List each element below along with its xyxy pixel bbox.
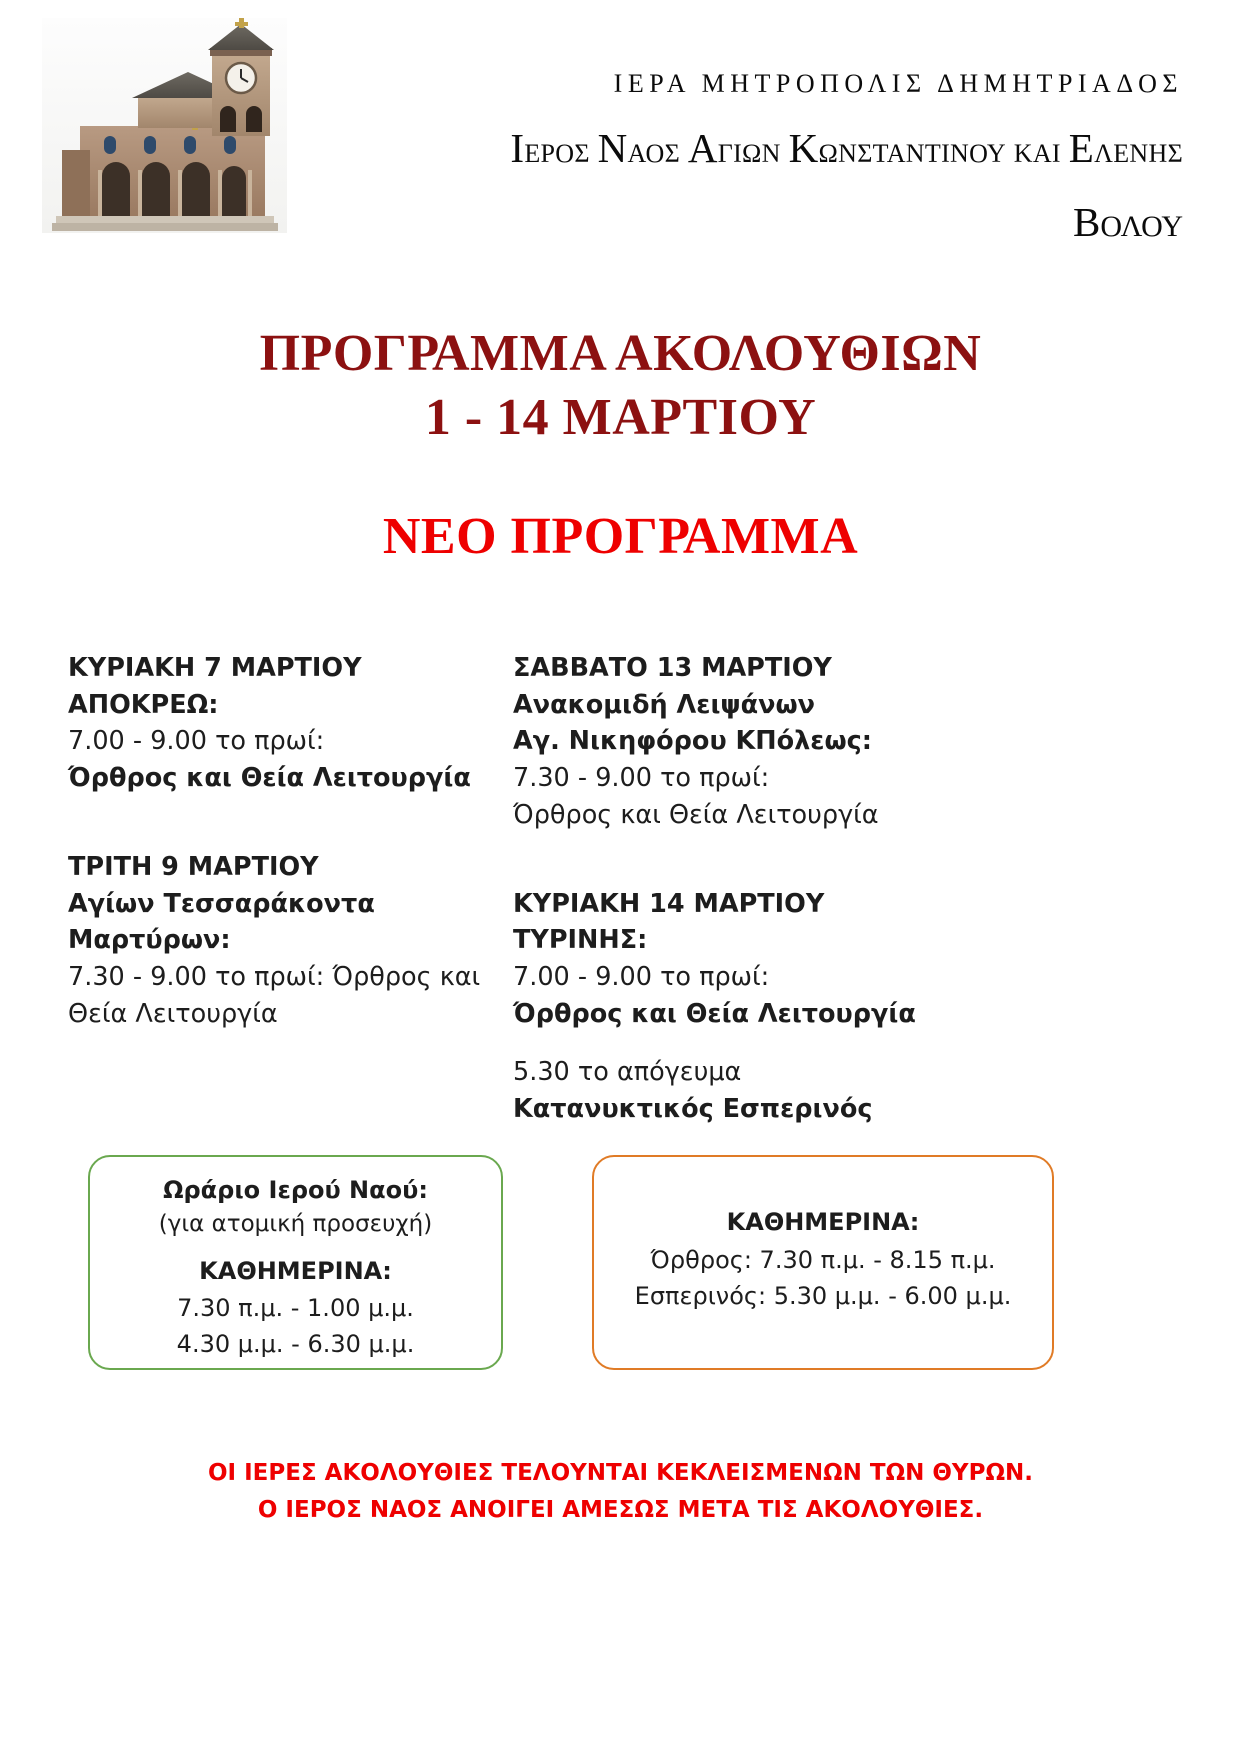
eparchy-line: ΙΕΡΑ ΜΗΤΡΟΠΟΛΙΣ ΔΗΜΗΤΡΙΑΔΟΣ	[613, 69, 1183, 98]
city-rest: ΟΛΟΥ	[1100, 209, 1183, 243]
parish-word2-rest: ΑΟΣ	[627, 138, 681, 168]
event-time-and-service: 7.30 - 9.00 το πρωί: Όρθρος και Θεία Λειτουργία	[68, 962, 481, 1029]
event-feast-line-2: Αγ. Νικηφόρου ΚΠόλεως:	[513, 726, 872, 757]
parish-word4-cap: Κ	[788, 124, 819, 171]
opening-hours-label: ΚΑΘΗΜΕΡΙΝΑ:	[199, 1256, 392, 1285]
parish-word3-cap: Α	[687, 124, 718, 171]
opening-hours-title: Ωράριο Ιερού Ναού:	[163, 1176, 428, 1204]
page-subtitle: ΝΕΟ ΠΡΟΓΡΑΜΜΑ	[382, 507, 859, 565]
title-line-1: ΠΡΟΓΡΑΜΜΑ ΑΚΟΛΟΥΘΙΩΝ	[259, 325, 982, 382]
church-illustration-svg	[42, 18, 287, 233]
page-title	[0, 322, 1241, 451]
schedule-column-left	[0, 650, 510, 1032]
event-savvato-13-martiou	[513, 650, 1070, 834]
church-photo	[42, 18, 287, 233]
document-header	[0, 0, 1241, 270]
daily-services-line-1: Όρθρος: 7.30 π.μ. - 8.15 π.μ.	[650, 1245, 996, 1274]
event-day: ΣΑΒΒΑΤΟ 13 ΜΑΡΤΙΟΥ	[513, 653, 832, 683]
spacer	[68, 827, 502, 849]
daily-services-label: ΚΑΘΗΜΕΡΙΝΑ:	[726, 1208, 920, 1236]
event-day: ΚΥΡΙΑΚΗ 14 ΜΑΡΤΙΟΥ	[513, 888, 825, 919]
schedule-column-right	[510, 650, 1070, 1128]
parish-word5-rest: ΛΕΝΗΣ	[1094, 138, 1183, 168]
daily-services-line-2: Εσπερινός: 5.30 μ.μ. - 6.00 μ.μ.	[634, 1281, 1012, 1310]
parish-name-line	[300, 125, 1183, 172]
event-day: ΚΥΡΙΑΚΗ 7 ΜΑΡΤΙΟΥ	[68, 653, 362, 683]
event-day: ΤΡΙΤΗ 9 ΜΑΡΤΙΟΥ	[68, 851, 319, 882]
opening-hours-note: (για ατομική προσευχή)	[158, 1211, 433, 1238]
footer-line-2: Ο ΙΕΡΟΣ ΝΑΟΣ ΑΝΟΙΓΕΙ ΑΜΕΣΩΣ ΜΕΤΑ ΤΙΣ ΑΚΟΛΟΥΘΙΕΣ.	[257, 1497, 984, 1524]
event-time: 7.00 - 9.00 το πρωί:	[513, 962, 770, 993]
event-feast: ΑΠΟΚΡΕΩ:	[68, 689, 219, 720]
title-block	[0, 322, 1241, 566]
parish-word3-rest: ΓΙΩΝ	[717, 138, 781, 168]
parish-word1-rest: ΕΡΟΣ	[524, 138, 590, 168]
event-evening-service: Κατανυκτικός Εσπερινός	[513, 1094, 873, 1125]
event-time: 7.00 - 9.00 το πρωί:	[68, 726, 325, 757]
parish-word1-cap: Ι	[510, 124, 525, 171]
event-feast: Αγίων Τεσσαράκοντα Μαρτύρων:	[68, 888, 375, 956]
schedule-columns	[0, 650, 1241, 1128]
event-service: Όρθρος και Θεία Λειτουργία	[68, 763, 471, 794]
event-evening-time: 5.30 το απόγευμα	[513, 1057, 742, 1088]
spacer	[513, 864, 1070, 886]
event-service: Όρθρος και Θεία Λειτουργία	[513, 799, 879, 830]
event-triti-9-martiou	[68, 849, 502, 1033]
daily-services-box	[592, 1155, 1054, 1370]
parish-word2-cap: Ν	[597, 124, 628, 171]
footer-line-1: ΟΙ ΙΕΡΕΣ ΑΚΟΛΟΥΘΙΕΣ ΤΕΛΟΥΝΤΑΙ ΚΕΚΛΕΙΣΜΕΝΩΝ ΤΩΝ ΘΥΡΩΝ.	[207, 1460, 1033, 1486]
parish-word5-cap: Ε	[1068, 124, 1095, 171]
opening-hours-line-2: 4.30 μ.μ. - 6.30 μ.μ.	[176, 1330, 415, 1359]
city-line	[300, 198, 1183, 246]
event-service: Όρθρος και Θεία Λειτουργία	[513, 998, 916, 1029]
footer-notice	[0, 1455, 1241, 1530]
parish-conjunction: ΚΑΙ	[1013, 138, 1061, 168]
event-time: 7.30 - 9.00 το πρωί:	[513, 763, 770, 794]
info-boxes	[0, 1155, 1241, 1385]
parish-word4-rest: ΩΝΣΤΑΝΤΙΝΟΥ	[818, 138, 1006, 168]
city-cap: Β	[1073, 198, 1101, 245]
event-feast-line-1: Ανακομιδή Λειψάνων	[513, 689, 816, 720]
opening-hours-line-1: 7.30 π.μ. - 1.00 μ.μ.	[177, 1294, 414, 1323]
event-kyriaki-7-martiou	[68, 650, 502, 797]
opening-hours-box	[88, 1155, 503, 1370]
event-kyriaki-14-martiou	[513, 886, 1070, 1128]
header-text-block	[300, 70, 1183, 246]
event-feast: ΤΥΡΙΝΗΣ:	[513, 925, 648, 956]
title-line-2: 1 - 14 ΜΑΡΤΙΟΥ	[424, 389, 817, 447]
spacer	[513, 1032, 1070, 1054]
